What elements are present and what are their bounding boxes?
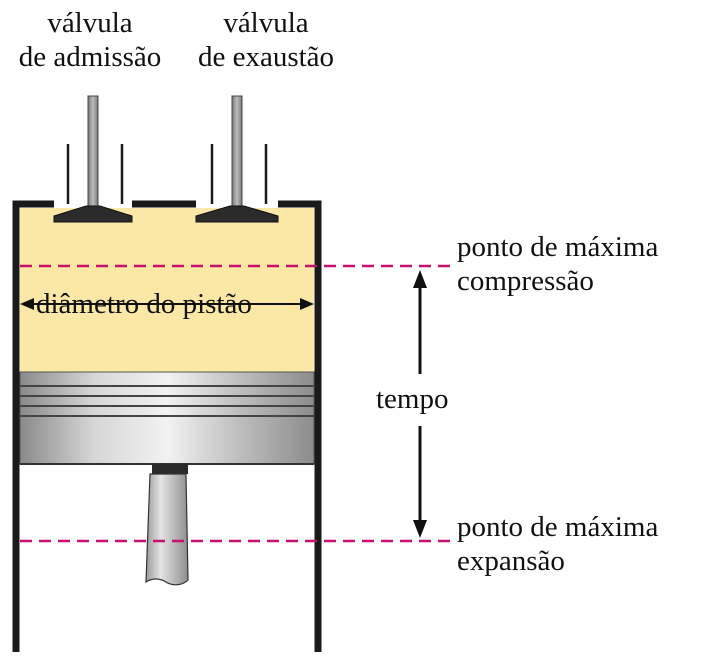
- exhaust-valve-label-line2: de exaustão: [197, 41, 335, 73]
- top-dead-center-label-line1: ponto de máxima: [457, 231, 659, 263]
- intake-valve-label-line1: válvula: [47, 7, 133, 39]
- exhaust-valve-label: [178, 6, 354, 74]
- stroke-label: tempo: [376, 383, 449, 415]
- top-dead-center-label-line2: compressão: [457, 265, 594, 297]
- bottom-dead-center-label: [457, 510, 658, 578]
- piston: [20, 372, 314, 464]
- intake-valve-stem: [88, 96, 98, 206]
- bore-label: diâmetro do pistão: [36, 288, 252, 320]
- intake-valve-label: [0, 6, 180, 74]
- bottom-dead-center-label-line1: ponto de máxima: [457, 511, 659, 543]
- intake-valve: [54, 96, 132, 222]
- top-dead-center-label: [457, 230, 658, 298]
- connecting-rod: [146, 464, 188, 585]
- exhaust-valve-stem: [232, 96, 242, 206]
- bottom-dead-center-label-line2: expansão: [457, 545, 565, 577]
- exhaust-valve-label-line1: válvula: [223, 7, 309, 39]
- intake-valve-label-line2: de admissão: [18, 41, 162, 73]
